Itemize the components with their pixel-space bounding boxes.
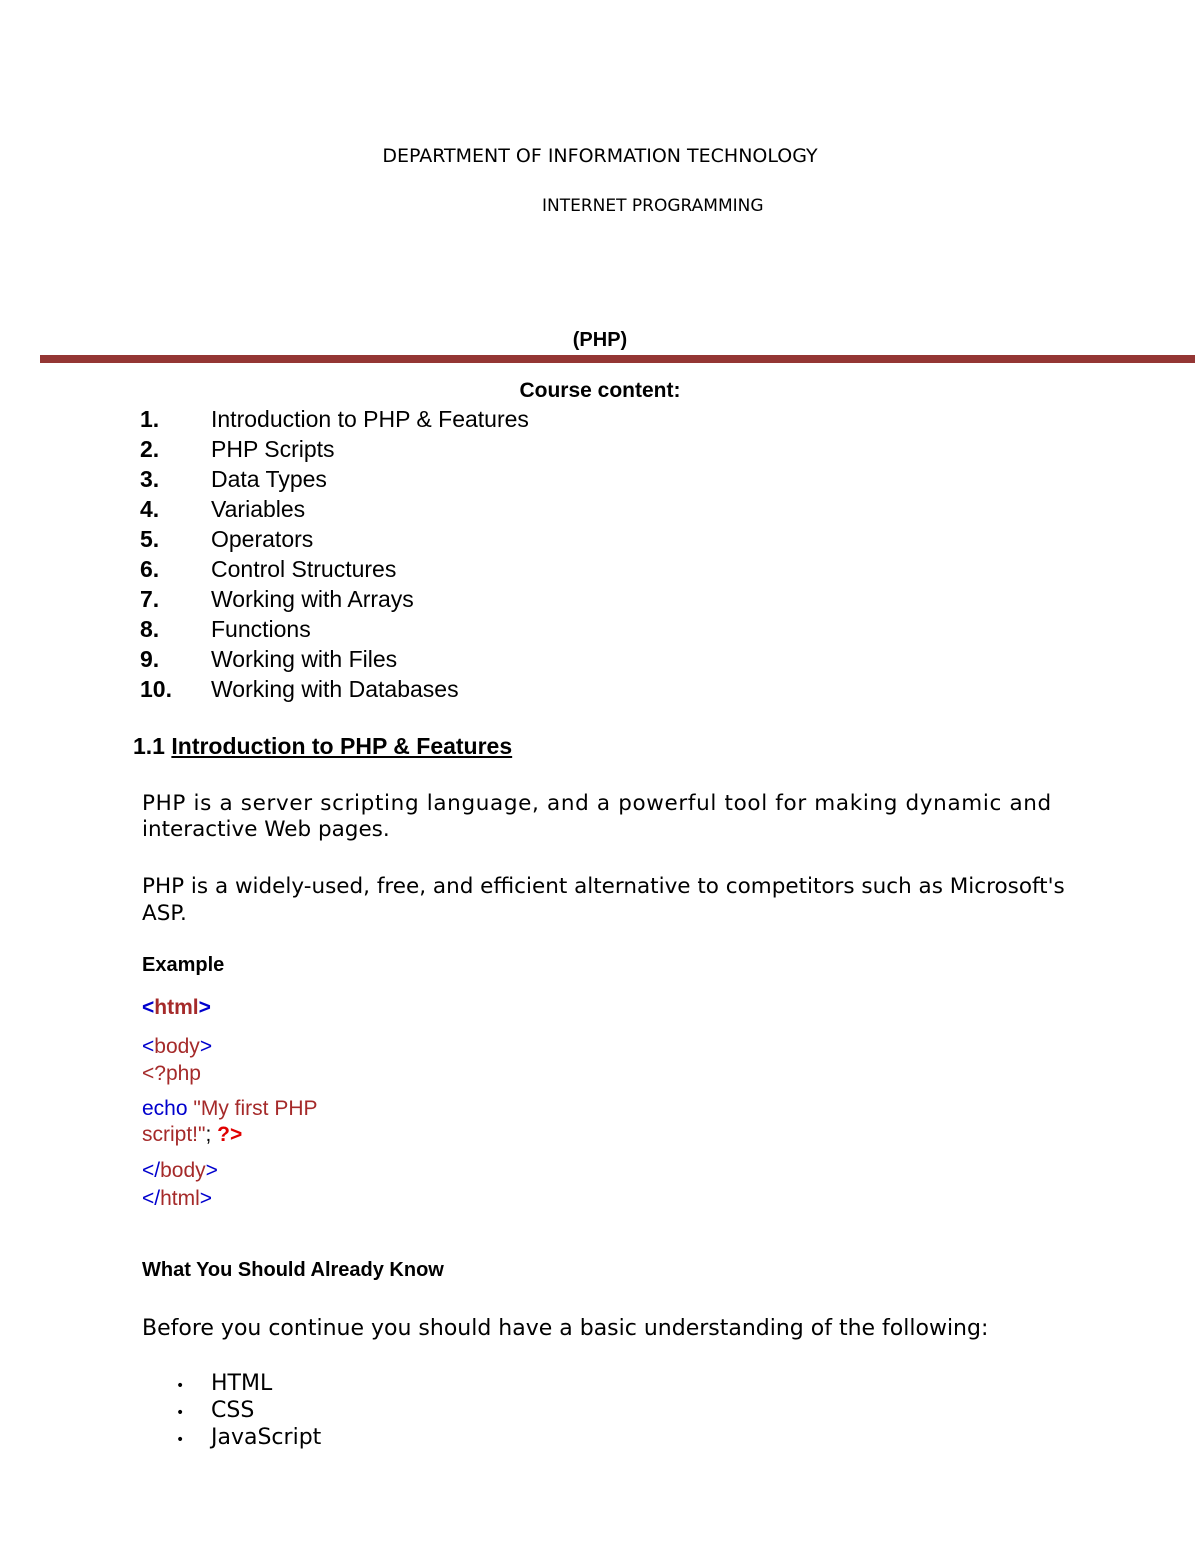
toc-item-label: PHP Scripts bbox=[211, 436, 335, 462]
code-echo-string-end: script!" bbox=[142, 1123, 206, 1146]
code-html-tag: html bbox=[154, 996, 199, 1019]
topic-title: (PHP) bbox=[572, 329, 628, 351]
horizontal-rule bbox=[40, 355, 1195, 363]
toc-item-label: Operators bbox=[211, 526, 314, 552]
code-body-close-tag: body bbox=[160, 1159, 206, 1182]
toc-item-label: Working with Arrays bbox=[211, 586, 414, 612]
toc-item-label: Working with Files bbox=[211, 646, 398, 672]
prerequisite-label: HTML bbox=[211, 1371, 273, 1396]
toc-item-number: 6. bbox=[140, 556, 160, 582]
toc-item-label: Data Types bbox=[211, 466, 327, 492]
course-content-heading: Course content: bbox=[519, 379, 681, 402]
code-echo-keyword: echo bbox=[142, 1097, 188, 1120]
code-line-echo-end bbox=[142, 1123, 242, 1147]
bullet-icon: • bbox=[176, 1405, 185, 1421]
toc-item-number: 2. bbox=[140, 436, 160, 462]
toc-item-number: 10. bbox=[140, 676, 172, 702]
toc-item-number: 8. bbox=[140, 616, 160, 642]
code-line-html-open: <html> bbox=[142, 996, 211, 1019]
prerequisites-intro: Before you continue you should have a basic understanding of the following: bbox=[142, 1316, 989, 1341]
code-line-html-close: </html> bbox=[142, 1187, 213, 1210]
subject-title: INTERNET PROGRAMMING bbox=[542, 196, 764, 216]
section-number: 1.1 bbox=[133, 733, 165, 759]
toc-item-number: 1. bbox=[140, 406, 160, 432]
code-php-open: <?php bbox=[142, 1062, 201, 1085]
alternative-paragraph-line: ASP. bbox=[142, 901, 187, 926]
intro-paragraph-line: interactive Web pages. bbox=[142, 817, 390, 842]
code-line-body-close: </body> bbox=[142, 1159, 218, 1182]
toc-item-number: 9. bbox=[140, 646, 160, 672]
example-label: Example bbox=[142, 954, 225, 976]
toc-item-label: Functions bbox=[211, 616, 311, 642]
toc-item-label: Variables bbox=[211, 496, 306, 522]
code-semicolon: ; bbox=[205, 1123, 212, 1146]
toc-item-number: 7. bbox=[140, 586, 160, 612]
code-body-tag: body bbox=[154, 1035, 200, 1058]
code-line-echo bbox=[142, 1097, 318, 1121]
toc-item-number: 5. bbox=[140, 526, 160, 552]
department-title: DEPARTMENT OF INFORMATION TECHNOLOGY bbox=[382, 145, 818, 167]
toc-item-label: Introduction to PHP & Features bbox=[211, 406, 529, 432]
code-line-body-open: <body> bbox=[142, 1035, 213, 1058]
code-html-close-tag: html bbox=[160, 1187, 200, 1210]
intro-paragraph-line: PHP is a server scripting language, and a powerful tool for making dynamic and bbox=[142, 791, 1052, 816]
prerequisite-label: JavaScript bbox=[211, 1425, 322, 1450]
code-echo-string: "My first PHP bbox=[193, 1097, 318, 1120]
bullet-icon: • bbox=[176, 1378, 185, 1394]
toc-item-label: Control Structures bbox=[211, 556, 397, 582]
section-heading bbox=[133, 733, 512, 760]
section-title: Introduction to PHP & Features bbox=[171, 733, 513, 759]
toc-item-label: Working with Databases bbox=[211, 676, 459, 702]
bullet-icon: • bbox=[176, 1432, 185, 1448]
toc-item-number: 4. bbox=[140, 496, 160, 522]
code-php-close: ?> bbox=[217, 1123, 243, 1146]
toc-item-number: 3. bbox=[140, 466, 160, 492]
alternative-paragraph-line: PHP is a widely-used, free, and efficient alternative to competitors such as Microsoft's bbox=[142, 874, 1065, 899]
prerequisites-heading: What You Should Already Know bbox=[142, 1259, 444, 1281]
prerequisite-label: CSS bbox=[211, 1398, 255, 1423]
